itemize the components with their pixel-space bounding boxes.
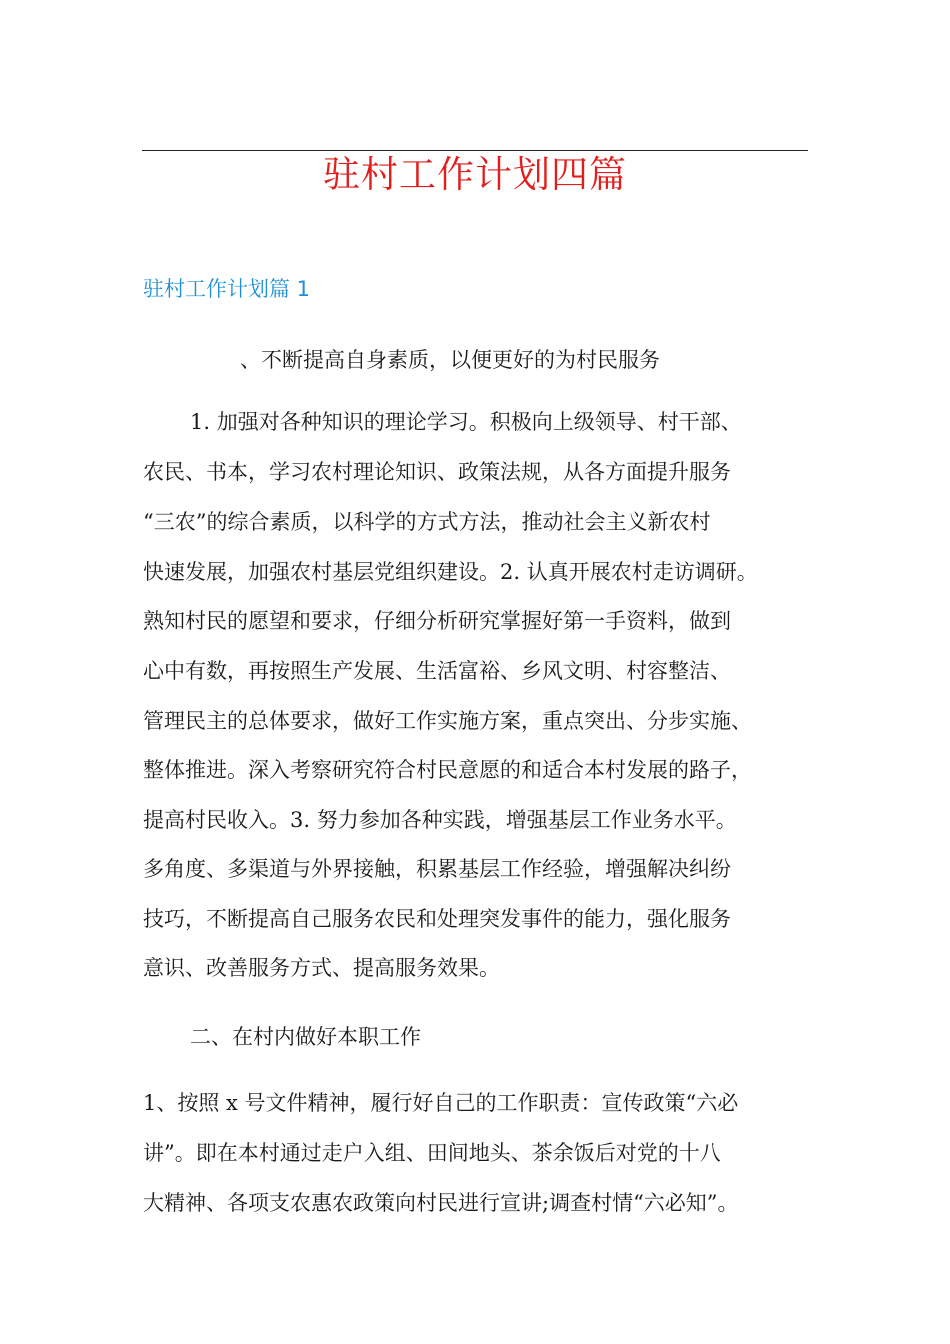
paragraph-line: 技巧，不断提高自己服务农民和处理突发事件的能力，强化服务	[143, 907, 731, 931]
paragraph-line: 熟知村民的愿望和要求，仔细分析研究掌握好第一手资料，做到	[143, 609, 731, 633]
paragraph-line: 心中有数，再按照生产发展、生活富裕、乡风文明、村容整洁、	[143, 659, 731, 683]
paragraph-line: “三农”的综合素质，以科学的方式方法，推动社会主义新农村	[143, 510, 711, 534]
paragraph-line: 多角度、多渠道与外界接触，积累基层工作经验，增强解决纠纷	[143, 857, 731, 881]
paragraph-line: 管理民主的总体要求，做好工作实施方案，重点突出、分步实施、	[143, 709, 752, 733]
heading-line-2: 二、在村内做好本职工作	[190, 1025, 421, 1049]
paragraph-line: 快速发展，加强农村基层党组织建设。2. 认真开展农村走访调研。	[143, 560, 758, 584]
paragraph-line: 大精神、各项支农惠农政策向村民进行宣讲;调查村情“六必知”。	[143, 1191, 739, 1215]
paragraph-line: 1、按照 x 号文件精神，履行好自己的工作职责：宣传政策“六必	[143, 1091, 739, 1115]
paragraph-line: 整体推进。深入考察研究符合村民意愿的和适合本村发展的路子，	[143, 758, 752, 782]
paragraph-line: 1. 加强对各种知识的理论学习。积极向上级领导、村干部、	[190, 410, 742, 434]
paragraph-line: 讲”。即在本村通过走户入组、田间地头、茶余饭后对党的十八	[143, 1141, 721, 1165]
section-heading: 驻村工作计划篇 1	[143, 277, 311, 301]
paragraph-line: 意识、改善服务方式、提高服务效果。	[143, 956, 500, 980]
paragraph-line: 农民、书本，学习农村理论知识、政策法规，从各方面提升服务	[143, 460, 731, 484]
heading-line-1: 、不断提高自身素质，以便更好的为村民服务	[240, 348, 660, 372]
document-title: 驻村工作计划四篇	[323, 153, 627, 196]
paragraph-line: 提高村民收入。3. 努力参加各种实践，增强基层工作业务水平。	[143, 808, 737, 832]
